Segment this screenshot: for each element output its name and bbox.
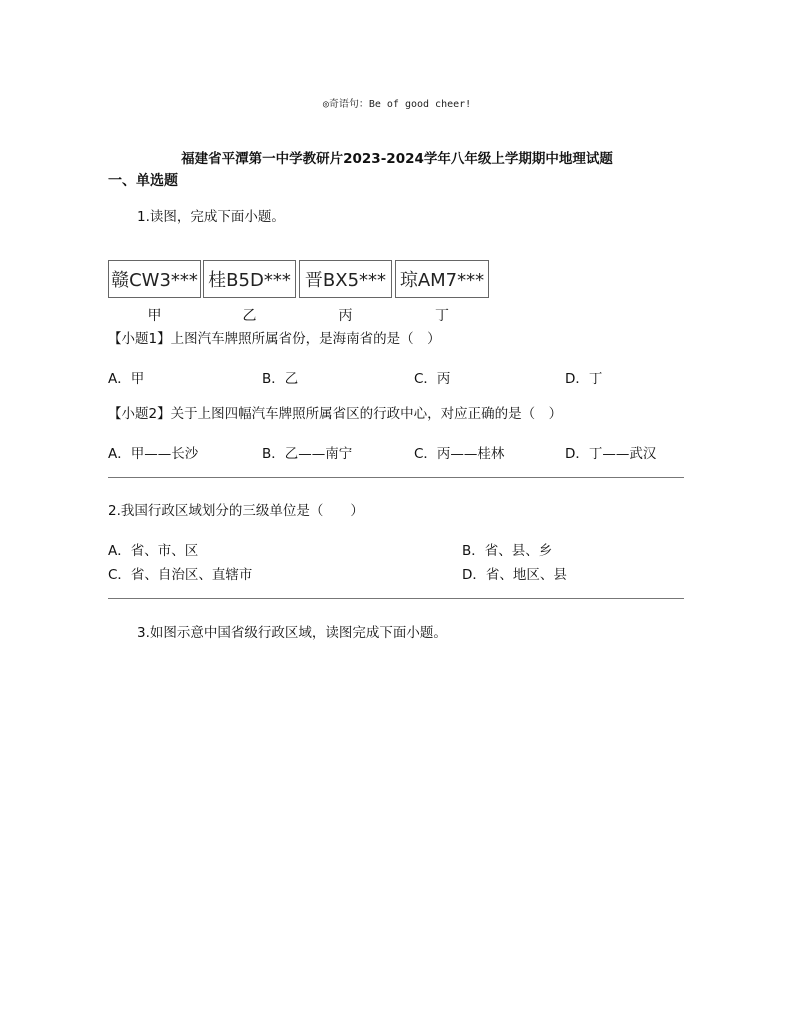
option-c[interactable]: C．丙 (414, 371, 451, 387)
page-title: 福建省平潭第一中学教研片2023-2024学年八年级上学期期中地理试题 (181, 151, 613, 167)
license-plate: 琼AM7*** (395, 260, 489, 298)
plate-label: 甲 (147, 308, 162, 324)
option-d[interactable]: D．省、地区、县 (462, 567, 567, 583)
divider (108, 477, 684, 478)
option-a[interactable]: A．甲——长沙 (108, 446, 199, 462)
option-a[interactable]: A．甲 (108, 371, 145, 387)
option-b[interactable]: B．乙 (262, 371, 299, 387)
header-motto: ◎奇语句：Be of good cheer! (322, 99, 472, 110)
option-a[interactable]: A．省、市、区 (108, 543, 199, 559)
option-d[interactable]: D．丁 (565, 371, 603, 387)
option-d[interactable]: D．丁——武汉 (565, 446, 657, 462)
subquestion-1-stem: 【小题1】上图汽车牌照所属省份，是海南省的是（ ） (108, 331, 441, 347)
section-heading: 一、单选题 (108, 173, 178, 189)
option-b[interactable]: B．省、县、乡 (462, 543, 553, 559)
question-3-stem: 3.如图示意中国省级行政区域，读图完成下面小题。 (137, 625, 447, 641)
option-b[interactable]: B．乙——南宁 (262, 446, 353, 462)
license-plate: 晋BX5*** (299, 260, 392, 298)
question-1-stem: 1.读图，完成下面小题。 (137, 209, 285, 225)
plate-label: 丙 (338, 308, 353, 324)
license-plate: 赣CW3*** (108, 260, 201, 298)
plate-label: 乙 (242, 308, 257, 324)
divider (108, 598, 684, 599)
subquestion-2-stem: 【小题2】关于上图四幅汽车牌照所属省区的行政中心，对应正确的是（ ） (108, 406, 563, 422)
option-c[interactable]: C．省、自治区、直辖市 (108, 567, 253, 583)
option-c[interactable]: C．丙——桂林 (414, 446, 505, 462)
plate-label: 丁 (435, 308, 449, 324)
question-2-stem: 2.我国行政区域划分的三级单位是（ ） (108, 503, 364, 519)
license-plate: 桂B5D*** (203, 260, 296, 298)
